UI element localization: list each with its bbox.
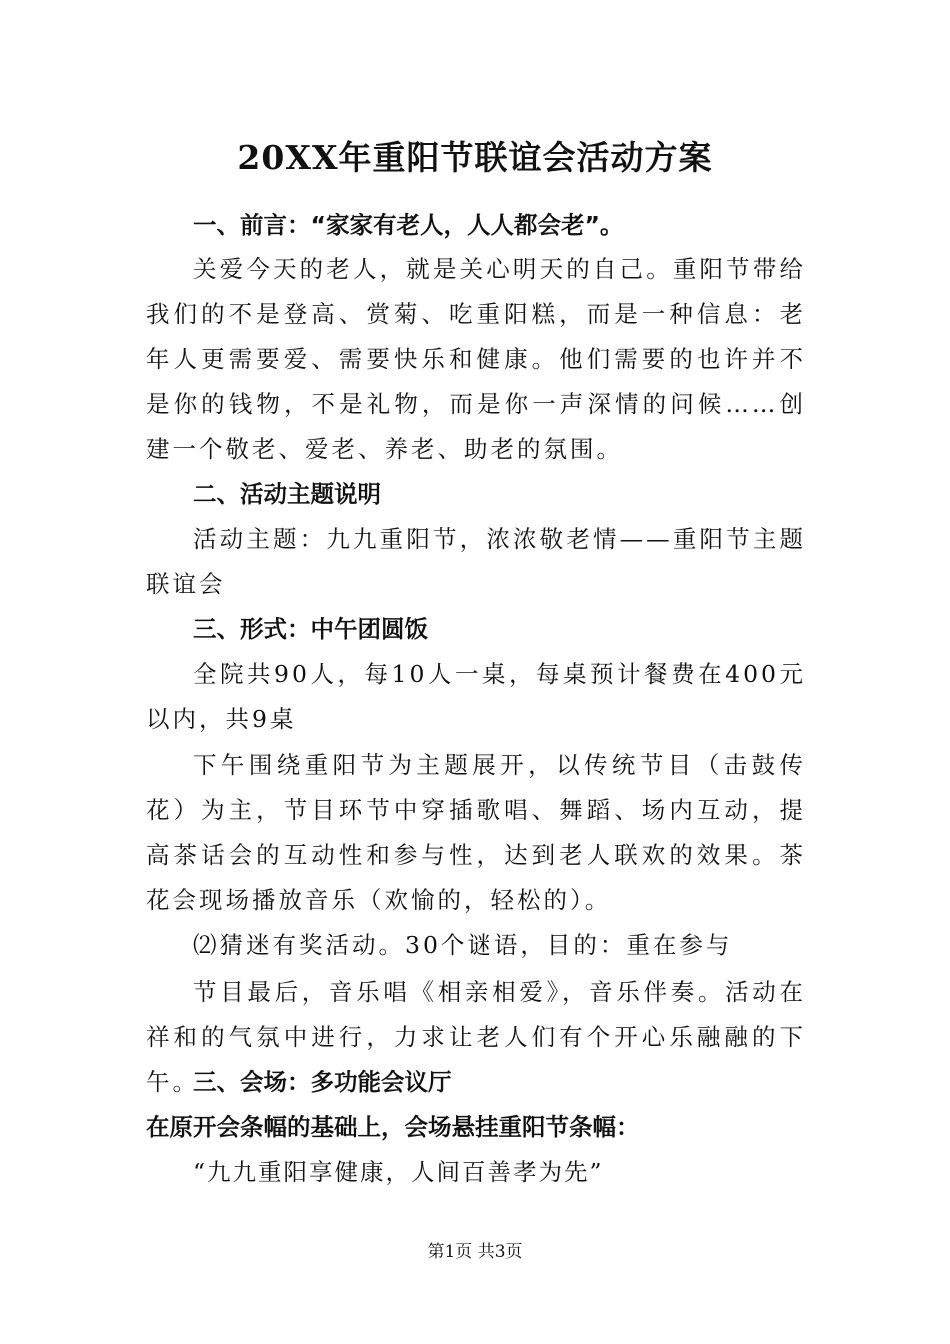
- section2-paragraph: 活动主题：九九重阳节，浓浓敬老情——重阳节主题联谊会: [146, 525, 806, 598]
- section4-heading: 三、会场：多功能会议厅: [193, 1068, 452, 1096]
- section4-bold-line: 在原开会条幅的基础上，会场悬挂重阳节条幅：: [146, 1113, 640, 1141]
- document-title: 20XX年重阳节联谊会活动方案: [237, 138, 713, 177]
- section3-paragraph-closing: 节目最后，音乐唱《相亲相爱》，音乐伴奏。活动在祥和的气氛中进行，力求让老人们有个开心乐融融的下午。: [146, 978, 806, 1096]
- section4-banner-text: “九九重阳享健康，人间百善孝为先”: [193, 1158, 604, 1186]
- section3-paragraph-program: 下午围绕重阳节为主题展开，以传统节目（击鼓传花）为主，节目环节中穿插歌唱、舞蹈、场内互动，提高茶话会的互动性和参与性，达到老人联欢的效果。茶花会现场播放音乐（欢愉的，轻松的）。: [146, 751, 806, 914]
- page-footer: 第1页 共3页: [427, 1242, 523, 1262]
- section3-heading: 三、形式：中午团圆饭: [193, 615, 428, 643]
- section3-paragraph-meal: 全院共90人，每10人一桌，每桌预计餐费在400元以内，共9桌: [146, 660, 806, 733]
- section2-heading: 二、活动主题说明: [193, 480, 381, 508]
- section1-paragraph: 关爱今天的老人，就是关心明天的自己。重阳节带给我们的不是登高、赏菊、吃重阳糕，而是一种信息：老年人更需要爱、需要快乐和健康。他们需要的也许并不是你的钱物，不是礼物，而是你一声深情的问候……创建一个敬老、爱老、养老、助老的氛围。: [146, 255, 806, 463]
- section1-heading: 一、前言：“家家有老人，人人都会老”。: [193, 211, 624, 239]
- section3-paragraph-riddles: ⑵猜迷有奖活动。30个谜语，目的：重在参与: [193, 931, 733, 959]
